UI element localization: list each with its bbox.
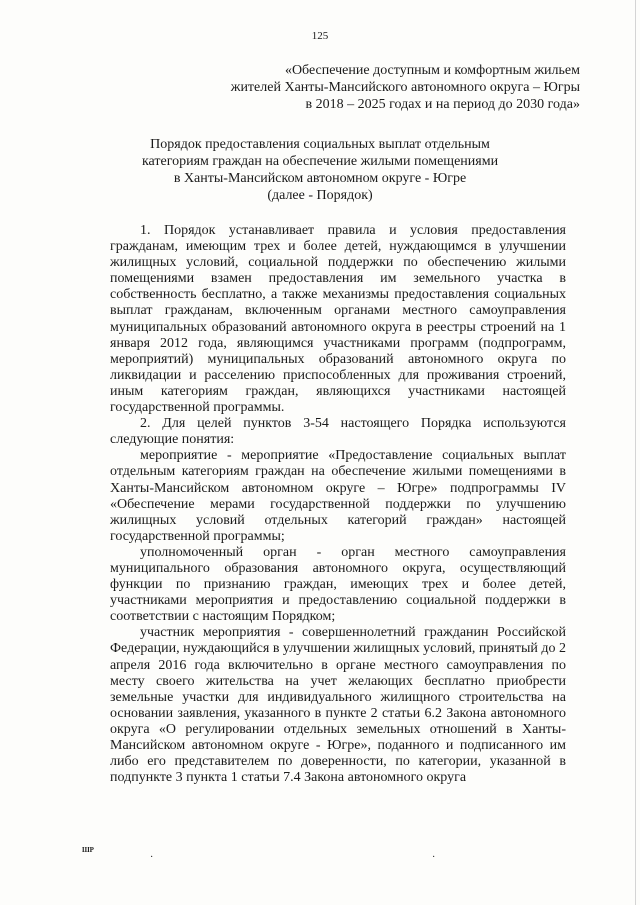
header-line: «Обеспечение доступным и комфортным жильем — [284, 63, 580, 78]
title-line: категориям граждан на обеспечение жилыми помещениями — [141, 154, 499, 169]
scan-dot: · — [432, 852, 436, 863]
header-line: в 2018 – 2025 годах и на период до 2030 года» — [305, 97, 580, 112]
title-line: (далее - Порядок) — [267, 188, 373, 203]
paragraph: 1. Порядок устанавливает правила и условия предоставления гражданам, имеющим трех и более детей, нуждающимся в улучшении жилищных условий, социальной поддержки по обеспечению жилыми помещениями взамен предоставления им земельного участка в собственность бесплатно, а также механизмы предоставления социальных выплат гражданам, включенным органами местного самоуправления муниципальных образований автономного округа в реестры строений на 1 января 2012 года, являющимся участниками программ (подпрограмм, мероприятий) муниципальных образований автономного округа по ликвидации и расселению приспособленных для проживания строений, иным категориям граждан, являющихся участниками настоящей государственной программы. — [110, 223, 566, 416]
document-title — [0, 136, 640, 204]
paragraph: участник мероприятия - совершеннолетний гражданин Российской Федерации, нуждающийся в улучшении жилищных условий, принятый до 2 апреля 2016 года включительно в органе местного самоуправления по месту своего жительства на учет желающих бесплатно приобрести земельные участки для индивидуального жилищного строительства на основании заявления, указанного в пункте 2 статьи 6.2 Закона автономного округа «О регулировании отдельных земельных отношений в Ханты-Мансийском автономном округе - Югре», поданного и подписанного им либо его представителем по доверенности, по категории, указанной в подпункте 3 пункта 1 статьи 7.4 Закона автономного округа — [110, 625, 566, 786]
page-number: 125 — [311, 30, 329, 42]
paragraph: 2. Для целей пунктов 3-54 настоящего Порядка используются следующие понятия: — [110, 416, 566, 448]
scan-dot: · — [150, 852, 154, 863]
header-line: жителей Ханты-Мансийского автономного округа – Югры — [230, 80, 580, 95]
program-header — [160, 62, 580, 113]
title-line: Порядок предоставления социальных выплат отдельным — [150, 137, 490, 152]
paragraph: мероприятие - мероприятие «Предоставление социальных выплат отдельным категориям граждан на обеспечение жилыми помещениями в Ханты-Мансийском автономном округе – Югре» подпрограммы IV «Обеспечение мерами государственной поддержки по улучшению жилищных условий отдельных категорий граждан» настоящей государственной программы; — [110, 448, 566, 544]
footer-mark: ШР — [82, 846, 94, 854]
body-text — [110, 223, 566, 786]
paragraph: уполномоченный орган - орган местного самоуправления муниципального образования автономного округа, осуществляющий функции по признанию граждан, имеющих трех и более детей, участниками мероприятия и предоставлению социальной поддержки в соответствии с настоящим Порядком; — [110, 544, 566, 625]
title-line: в Ханты-Мансийском автономном округе - Югре — [173, 171, 467, 186]
